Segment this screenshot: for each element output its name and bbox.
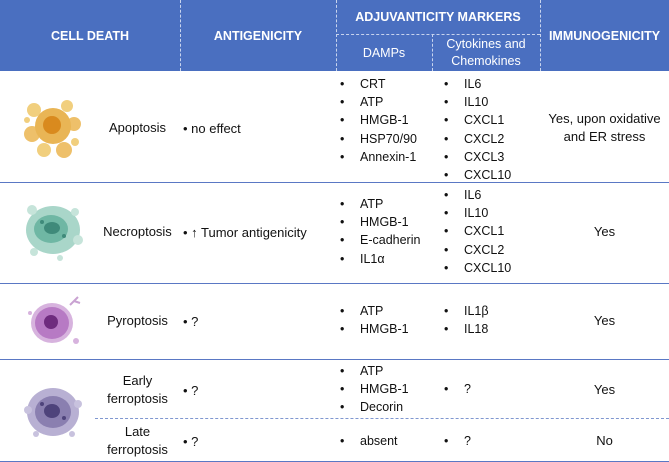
immunogenicity-value: Yes, upon oxidative and ER stress (548, 111, 661, 144)
cell-death-name: Early ferroptosis (107, 373, 168, 406)
subrow-separator (95, 418, 669, 419)
antigenicity-value: • ? (183, 433, 199, 449)
header-divider (336, 34, 540, 35)
header-antigenicity: ANTIGENICITY (213, 28, 303, 43)
list-item: • IL18 (440, 320, 489, 338)
cytokines-list (440, 186, 511, 277)
list-item: • HMGB-1 (336, 213, 420, 231)
cell-death-name: Pyroptosis (107, 313, 168, 328)
header-divider (180, 0, 181, 71)
list-item: • IL6 (440, 75, 511, 93)
list-item: • CXCL1 (440, 222, 511, 240)
antigenicity-value: • ? (183, 313, 199, 329)
list-item: • ATP (336, 302, 409, 320)
damps-list (336, 432, 398, 450)
antigenicity-value: • no effect (183, 120, 241, 136)
row-separator (0, 359, 669, 360)
list-item: • ATP (336, 93, 417, 111)
list-item: • ATP (336, 362, 409, 380)
list-item: • ? (440, 432, 471, 450)
list-item: • IL10 (440, 204, 511, 222)
header-cytokines: Cytokines and Chemokines (446, 36, 526, 68)
cytokines-list (440, 75, 511, 184)
cytokines-list (440, 380, 471, 398)
header-adjuvanticity: ADJUVANTICITY MARKERS (355, 10, 521, 24)
list-item: • HMGB-1 (336, 111, 417, 129)
immunogenicity-value: No (596, 433, 613, 448)
damps-list (336, 195, 420, 268)
list-item: • CRT (336, 75, 417, 93)
row-separator (0, 283, 669, 284)
apoptotic-cell-icon (22, 92, 84, 162)
immunogenicity-value: Yes (593, 313, 616, 328)
header-divider (336, 0, 337, 71)
list-item: • Annexin-1 (336, 148, 417, 166)
list-item: • Decorin (336, 398, 409, 416)
ferroptotic-cell-icon (20, 380, 86, 444)
list-item: • CXCL10 (440, 166, 511, 184)
row-separator (0, 182, 669, 183)
list-item: • E-cadherin (336, 231, 420, 249)
list-item: • CXCL3 (440, 148, 511, 166)
antigenicity-value: • ? (183, 382, 199, 398)
list-item: • CXCL2 (440, 130, 511, 148)
list-item: • IL6 (440, 186, 511, 204)
necroptotic-cell-icon (20, 196, 86, 264)
list-item: • ? (440, 380, 471, 398)
cell-death-name: Late ferroptosis (107, 424, 168, 457)
header-divider (540, 0, 541, 71)
damps-list (336, 75, 417, 166)
cytokines-list (440, 302, 489, 338)
list-item: • IL1β (440, 302, 489, 320)
header-cell-death: CELL DEATH (50, 28, 129, 43)
header-immunogenicity: IMMUNOGENICITY (548, 28, 661, 43)
list-item: • HMGB-1 (336, 320, 409, 338)
damps-list (336, 302, 409, 338)
cytokines-list (440, 432, 471, 450)
damps-list (336, 362, 409, 417)
antigenicity-value: • ↑ Tumor antigenicity (183, 224, 307, 240)
list-item: • IL10 (440, 93, 511, 111)
table-header (0, 0, 669, 71)
list-item: • CXCL10 (440, 259, 511, 277)
list-item: • HMGB-1 (336, 380, 409, 398)
list-item: • ATP (336, 195, 420, 213)
pyroptotic-cell-icon (22, 291, 84, 351)
list-item: • IL1α (336, 250, 420, 268)
immunogenicity-value: Yes (593, 224, 616, 239)
header-damps: DAMPs (362, 45, 406, 60)
header-divider (432, 34, 433, 71)
cell-death-name: Necroptosis (103, 224, 172, 239)
list-item: • absent (336, 432, 398, 450)
cell-death-name: Apoptosis (108, 120, 167, 135)
list-item: • HSP70/90 (336, 130, 417, 148)
list-item: • CXCL1 (440, 111, 511, 129)
immunogenicity-value: Yes (593, 382, 616, 397)
list-item: • CXCL2 (440, 241, 511, 259)
